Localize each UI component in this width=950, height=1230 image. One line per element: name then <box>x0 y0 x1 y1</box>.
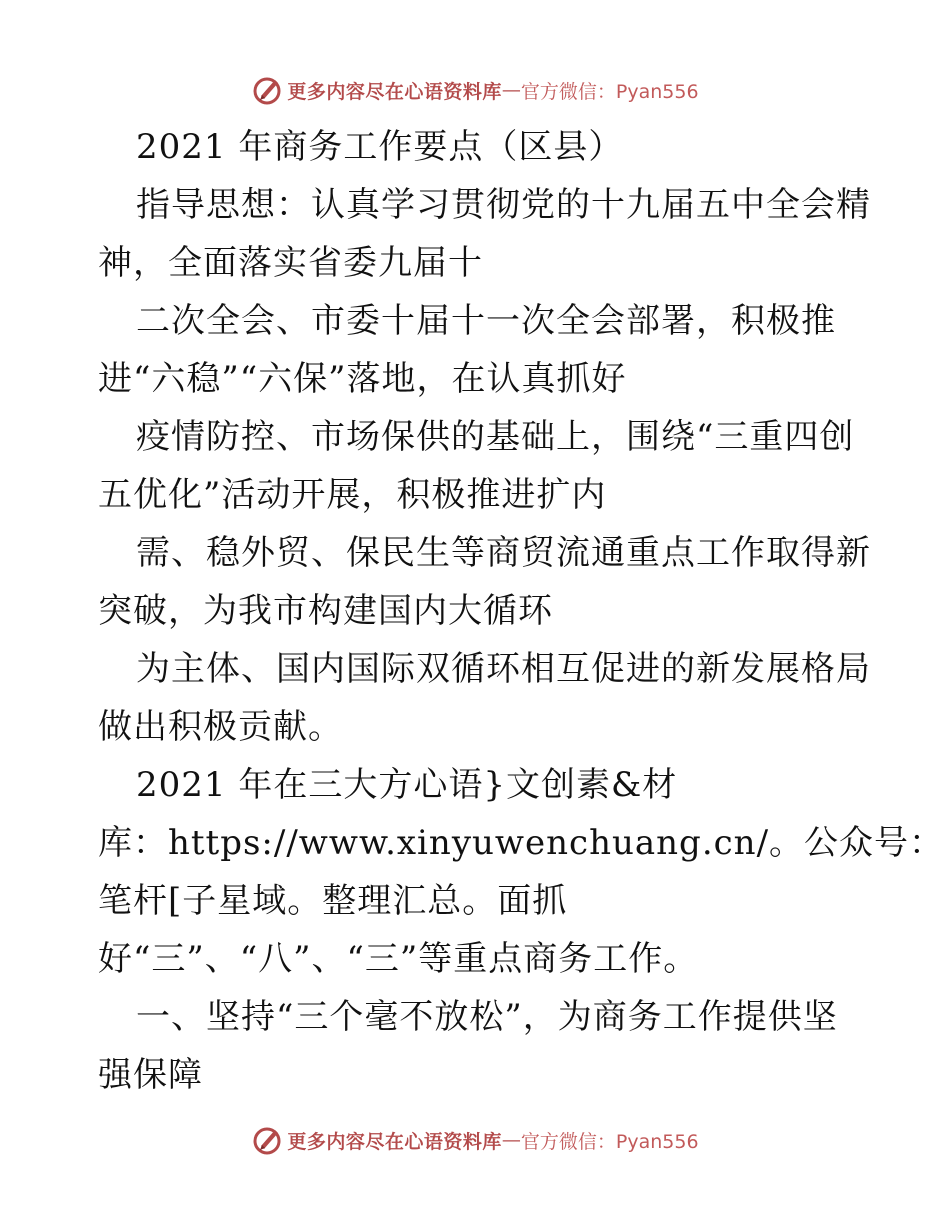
banner-separator: — <box>501 79 521 101</box>
text-line: 突破，为我市构建国内大循环 <box>98 591 553 631</box>
text-line: 神，全面落实省委九届十 <box>98 243 483 283</box>
text-line: 疫情防控、市场保供的基础上，围绕“三重四创 <box>136 417 855 457</box>
text-line: 好“三”、“八”、“三”等重点商务工作。 <box>98 939 699 979</box>
text-line: 强保障 <box>98 1055 203 1095</box>
footer-watermark-banner <box>0 1120 950 1160</box>
text-line: 五优化”活动开展，积极推进扩内 <box>98 475 607 515</box>
banner-right-text: 官方微信：Pyan556 <box>520 80 699 103</box>
text-line: 进“六稳”“六保”落地，在认真抓好 <box>98 359 627 399</box>
text-line: 一、坚持“三个毫不放松”，为商务工作提供坚 <box>136 997 838 1037</box>
banner-separator: — <box>501 1129 521 1151</box>
banner-right-text: 官方微信：Pyan556 <box>520 1130 699 1153</box>
text-line: 为主体、国内国际双循环相互促进的新发展格局 <box>136 649 871 689</box>
text-line: 需、稳外贸、保民生等商贸流通重点工作取得新 <box>136 533 871 573</box>
banner-left-text: 更多内容尽在心语资料库 <box>287 1130 502 1153</box>
text-line: 库：https://www.xinyuwenchuang.cn/。公众号： <box>98 823 945 863</box>
text-line: 笔杆[子星域。整理汇总。面抓 <box>98 881 568 921</box>
text-line: 2021 年在三大方心语}文创素&材 <box>136 765 678 805</box>
text-line: 指导思想：认真学习贯彻党的十九届五中全会精 <box>136 185 871 225</box>
banner-left-text: 更多内容尽在心语资料库 <box>287 80 502 103</box>
text-line: 2021 年商务工作要点（区县） <box>136 127 624 167</box>
text-line: 做出积极贡献。 <box>98 707 343 747</box>
header-watermark-banner <box>0 70 950 110</box>
quill-logo-icon <box>251 74 283 106</box>
quill-logo-icon <box>251 1124 283 1156</box>
text-line: 二次全会、市委十届十一次全会部署，积极推 <box>136 301 836 341</box>
document-body <box>98 118 945 1104</box>
